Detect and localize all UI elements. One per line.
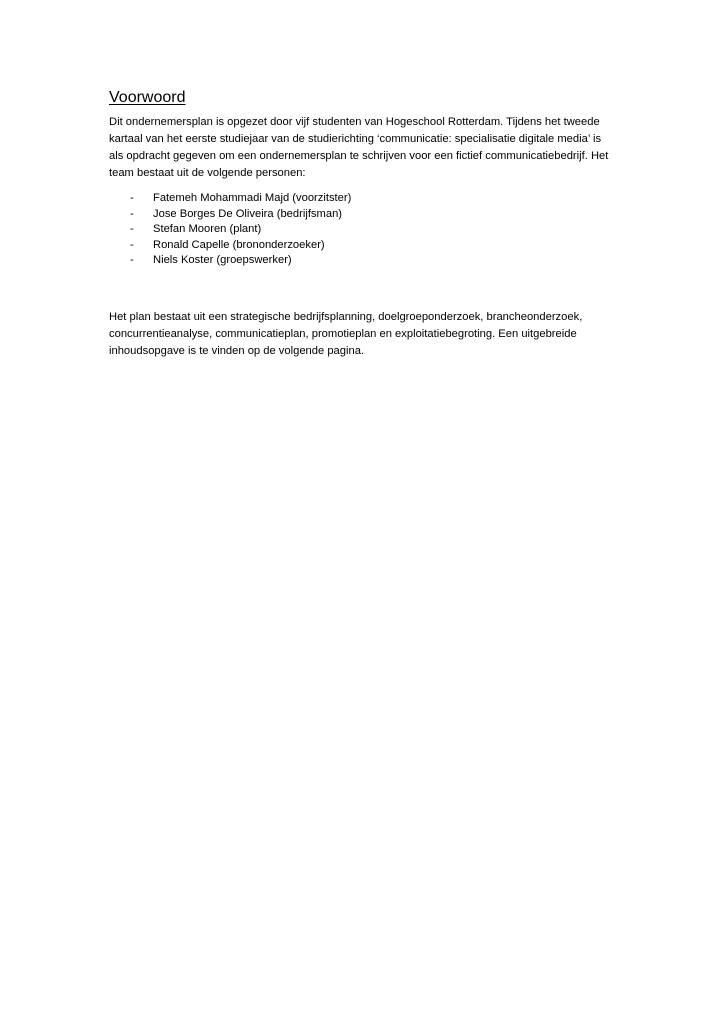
list-dash: - (130, 192, 134, 204)
team-member-text: Ronald Capelle (brononderzoeker) (153, 238, 325, 251)
team-member (109, 207, 629, 223)
team-member-text: Jose Borges De Oliveira (bedrijfsman) (153, 207, 343, 220)
closing-line: inhoudsopgave is te vinden op de volgende pagina. (109, 344, 365, 357)
closing-line: concurrentieanalyse, communicatieplan, promotieplan en exploitatiebegroting. Een uitgebreide (109, 327, 577, 340)
team-list (109, 191, 629, 269)
team-member (109, 222, 629, 238)
intro-line: team bestaat uit de volgende personen: (109, 167, 306, 179)
team-member-text: Niels Koster (groepswerker) (153, 254, 292, 267)
intro-line: als opdracht gegeven om een ondernemersplan te schrijven voor een fictief communicatiebedrijf. Het (109, 150, 609, 162)
document-content (109, 88, 629, 360)
intro-line: kartaal van het eerste studiejaar van de studierichting ‘communicatie: specialisatie digitale media’ is (109, 133, 602, 145)
team-member-text: Stefan Mooren (plant) (153, 223, 262, 236)
intro-line: Dit ondernemersplan is opgezet door vijf studenten van Hogeschool Rotterdam. Tijdens het tweede (109, 116, 600, 128)
team-member (109, 238, 629, 254)
team-member-text: Fatemeh Mohammadi Majd (voorzitster) (153, 192, 352, 204)
list-dash: - (130, 207, 134, 220)
team-member (109, 253, 629, 269)
section-heading: Voorwoord (109, 89, 186, 106)
intro-paragraph (109, 114, 629, 182)
team-member (109, 191, 629, 207)
list-dash: - (130, 254, 134, 267)
closing-paragraph (109, 309, 629, 360)
list-dash: - (130, 223, 134, 236)
list-dash: - (130, 238, 134, 251)
closing-line: Het plan bestaat uit een strategische bedrijfsplanning, doelgroeponderzoek, brancheonderzoek, (109, 310, 583, 323)
